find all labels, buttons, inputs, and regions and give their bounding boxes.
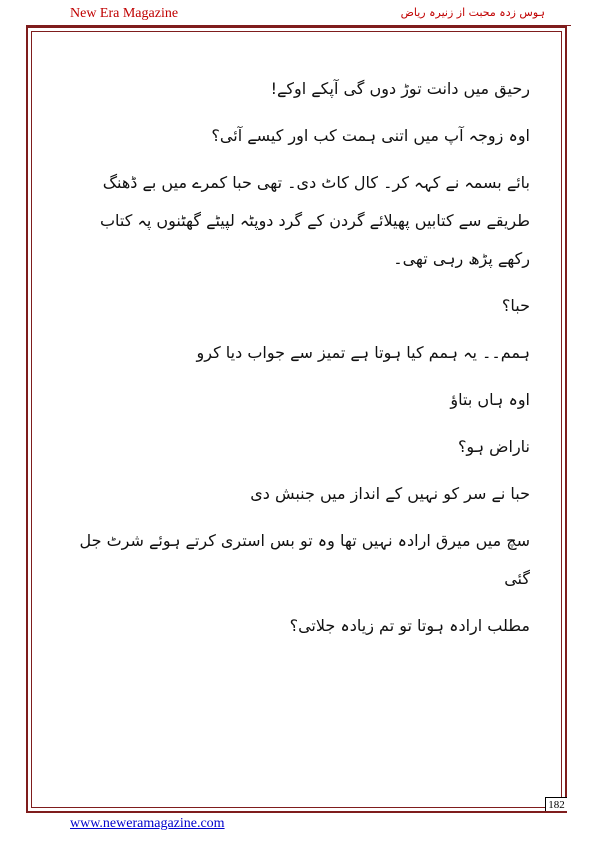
story-paragraph: رحیق میں دانت توڑ دوں گی آپکے اوکے! xyxy=(270,79,530,98)
story-paragraph: ہمم۔۔ یہ ہمم کیا ہوتا ہے تمیز سے جواب دیا کرو xyxy=(196,343,530,362)
website-link[interactable]: www.neweramagazine.com xyxy=(70,816,225,831)
story-paragraph: اوہ زوجہ آپ میں اتنی ہمت کب اور کیسے آئی؟ xyxy=(211,126,530,145)
page-number: 182 xyxy=(545,797,567,811)
story-paragraph: سچ میں میرق ارادہ نہیں تھا وہ تو بس استری کرتے ہوئے شرٹ جل گئی xyxy=(79,531,530,588)
story-paragraph: مطلب ارادہ ہوتا تو تم زیادہ جلاتی؟ xyxy=(289,616,530,635)
story-body xyxy=(70,70,530,654)
story-paragraph: اوہ ہاں بتاؤ xyxy=(450,390,530,409)
magazine-name: New Era Magazine xyxy=(70,6,179,21)
story-paragraph: بائے بسمہ نے کہہ کر۔ کال کاٹ دی۔ تھی حبا کمرے میں بے ڈھنگ طریقے سے کتابیں پھیلائے گردن کے گرد دوپٹہ لپیٹے گھٹنوں پہ کتاب رکھے پڑھ رہی تھی۔ xyxy=(99,173,530,268)
story-paragraph: حبا؟ xyxy=(501,296,530,315)
story-paragraph: ناراض ہو؟ xyxy=(457,437,530,456)
story-title: ہوس زدہ محبت از زنیرہ ریاض xyxy=(400,6,545,19)
story-paragraph: حبا نے سر کو نہیں کے انداز میں جنبش دی xyxy=(250,484,530,503)
page-header xyxy=(26,4,571,26)
